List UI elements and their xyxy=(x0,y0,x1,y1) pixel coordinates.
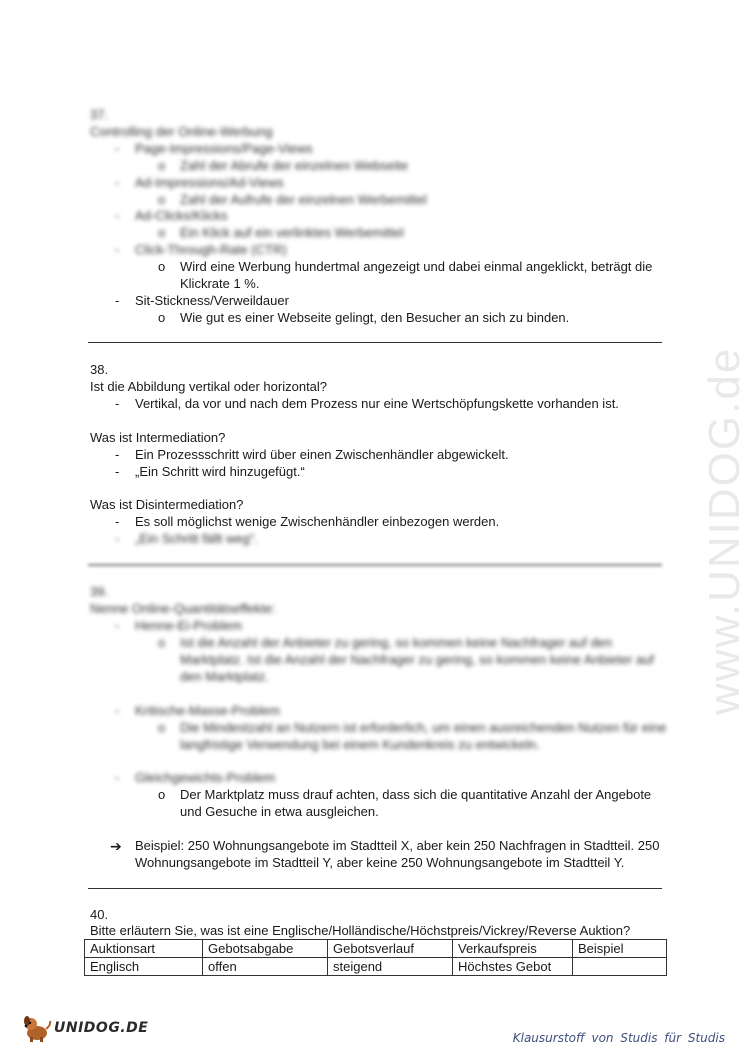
list-item: Sit-Stickness/Verweildauer xyxy=(135,293,289,308)
section-number: 37. xyxy=(90,107,109,122)
example-text: Wohnungsangebote im Stadtteil Y, aber keine 250 Wohnungsangebote im Stadtteil Y. xyxy=(135,855,625,870)
table-cell: offen xyxy=(203,958,328,976)
dash: - xyxy=(115,396,120,411)
sub-bullet: o xyxy=(158,225,166,240)
divider xyxy=(88,564,662,566)
table-cell: Englisch xyxy=(85,958,203,976)
sub-bullet: o xyxy=(158,259,166,274)
example-text: Beispiel: 250 Wohnungsangebote im Stadtteil X, aber kein 250 Nachfragen in Stadtteil. 250 xyxy=(135,838,660,853)
section-heading: Controlling der Online-Werbung xyxy=(90,124,273,139)
divider xyxy=(88,888,662,889)
ctr-text: Wird eine Werbung hundertmal angezeigt und dabei einmal angeklickt, beträgt die xyxy=(180,259,653,274)
sub-bullet: o xyxy=(158,635,166,650)
table-header-cell: Verkaufspreis xyxy=(453,940,573,958)
footer-tagline: Klausurstoff von Studis für Studis xyxy=(512,1031,725,1045)
section-number: 40. xyxy=(90,907,109,922)
table-header-cell: Auktionsart xyxy=(85,940,203,958)
list-item: Wie gut es einer Webseite gelingt, den Besucher an sich zu binden. xyxy=(180,310,570,325)
list-item: Die Mindestzahl an Nutzern ist erforderlich, um einen ausreichenden Nutzen für eine xyxy=(180,720,667,735)
dash: - xyxy=(115,208,120,223)
list-item: Ad-Clicks/Klicks xyxy=(135,208,228,223)
list-item: den Marktplatz. xyxy=(180,669,269,684)
section-number: 39. xyxy=(90,584,109,599)
dash: - xyxy=(115,770,120,785)
list-item: und Gesuche in etwa ausgleichen. xyxy=(180,804,379,819)
divider xyxy=(88,342,662,343)
watermark: www.UNIDOG.de xyxy=(700,346,749,715)
list-item: langfristige Verwendung bei einem Kundenkreis zu entwickeln. xyxy=(180,737,540,752)
dash: - xyxy=(115,531,120,546)
answer: Es soll möglichst wenige Zwischenhändler einbezogen werden. xyxy=(135,514,500,529)
sub-bullet: o xyxy=(158,787,166,802)
table-cell: steigend xyxy=(328,958,453,976)
table-row xyxy=(85,958,667,976)
list-item: Kritische-Masse-Problem xyxy=(135,703,281,718)
auction-table xyxy=(84,939,667,976)
dash: - xyxy=(115,141,120,156)
sub-bullet: o xyxy=(158,158,166,173)
arrow-icon: ➔ xyxy=(110,838,122,854)
section-heading: Nenne Online-Quantitätseffekte: xyxy=(90,601,276,616)
list-item: Zahl der Abrufe der einzelnen Webseite xyxy=(180,158,409,173)
dog-icon xyxy=(22,1013,52,1043)
question: Ist die Abbildung vertikal oder horizontal? xyxy=(90,379,328,394)
table-header-cell: Gebotsabgabe xyxy=(203,940,328,958)
list-item: Marktplatz. Ist die Anzahl der Nachfrager zu gering, so kommen keine Anbieter auf xyxy=(180,652,655,667)
dash: - xyxy=(115,447,120,462)
question: Was ist Disintermediation? xyxy=(90,497,244,512)
list-item: Ist die Anzahl der Anbieter zu gering, so kommen keine Nachfrager auf den xyxy=(180,635,613,650)
list-item: Gleichgewichts-Problem xyxy=(135,770,276,785)
dash: - xyxy=(115,175,120,190)
logo-text: UNIDOG.DE xyxy=(54,1020,149,1036)
dash: - xyxy=(115,703,120,718)
list-item: Henne-Ei-Problem xyxy=(135,618,242,633)
sub-bullet: o xyxy=(158,720,166,735)
list-item: Click-Through-Rate (CTR) xyxy=(135,242,287,257)
sub-bullet: o xyxy=(158,310,166,325)
table-header-cell: Gebotsverlauf xyxy=(328,940,453,958)
question: Was ist Intermediation? xyxy=(90,430,226,445)
list-item: Ein Klick auf ein verlinktes Werbemittel xyxy=(180,225,404,240)
table-header-cell: Beispiel xyxy=(573,940,667,958)
table-cell: Höchstes Gebot xyxy=(453,958,573,976)
table-cell xyxy=(573,958,667,976)
question: Bitte erläutern Sie, was ist eine Englische/Holländische/Höchstpreis/Vickrey/Reverse Auktion? xyxy=(90,923,631,938)
ctr-text: Klickrate 1 %. xyxy=(180,276,260,291)
list-item: Zahl der Aufrufe der einzelnen Werbemittel xyxy=(180,192,427,207)
dash: - xyxy=(115,242,120,257)
section-number: 38. xyxy=(90,362,109,377)
answer: Ein Prozessschritt wird über einen Zwischenhändler abgewickelt. xyxy=(135,447,509,462)
list-item: Der Marktplatz muss drauf achten, dass sich die quantitative Anzahl der Angebote xyxy=(180,787,652,802)
sub-bullet: o xyxy=(158,192,166,207)
dash: - xyxy=(115,514,120,529)
answer: „Ein Schritt fällt weg“. xyxy=(135,531,258,546)
answer: „Ein Schritt wird hinzugefügt.“ xyxy=(135,464,305,479)
dash: - xyxy=(115,618,120,633)
list-item: Page-Impressions/Page-Views xyxy=(135,141,313,156)
dash: - xyxy=(115,293,120,308)
unidog-logo[interactable] xyxy=(22,1013,148,1043)
dash: - xyxy=(115,464,120,479)
table-header-row xyxy=(85,940,667,958)
list-item: Ad-Impressions/Ad-Views xyxy=(135,175,284,190)
answer: Vertikal, da vor und nach dem Prozess nur eine Wertschöpfungskette vorhanden ist. xyxy=(135,396,619,411)
